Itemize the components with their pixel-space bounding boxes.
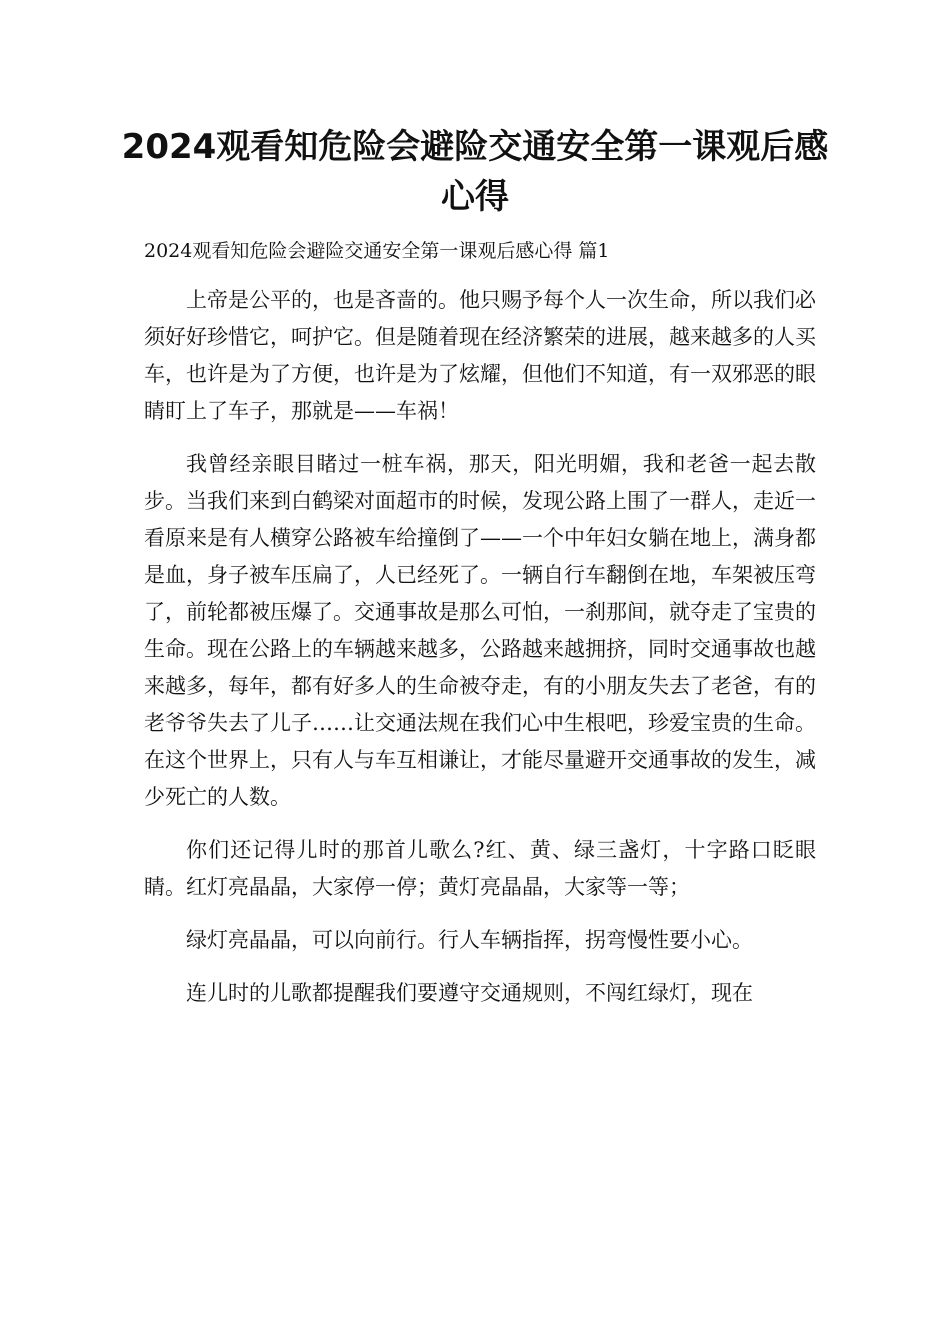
- paragraph-4: 绿灯亮晶晶，可以向前行。行人车辆指挥，拐弯慢性要小心。: [186, 928, 753, 952]
- document-title: 2024观看知危险会避险交通安全第一课观后感心得: [121, 127, 829, 217]
- document-body: [144, 282, 816, 1028]
- paragraph-1: 上帝是公平的，也是吝啬的。他只赐予每个人一次生命，所以我们必须好好珍惜它，呵护它。但是随着现在经济繁荣的进展，越来越多的人买车，也许是为了方便，也许是为了炫耀，但他们不知道，有一双邪恶的眼睛盯上了车子，那就是——车祸！: [144, 288, 816, 423]
- paragraph-3: 你们还记得儿时的那首儿歌么?红、黄、绿三盏灯，十字路口眨眼睛。红灯亮晶晶，大家停一停；黄灯亮晶晶，大家等一等；: [144, 838, 816, 899]
- paragraph-5: 连儿时的儿歌都提醒我们要遵守交通规则，不闯红绿灯，现在: [186, 981, 753, 1005]
- paragraph-2: 我曾经亲眼目睹过一桩车祸，那天，阳光明媚，我和老爸一起去散步。当我们来到白鹤梁对面超市的时候，发现公路上围了一群人，走近一看原来是有人横穿公路被车给撞倒了——一个中年妇女躺在地上，满身都是血，身子被车压扁了，人已经死了。一辆自行车翻倒在地，车架被压弯了，前轮都被压爆了。交通事故是那么可怕，一刹那间，就夺走了宝贵的生命。现在公路上的车辆越来越多，公路越来越拥挤，同时交通事故也越来越多，每年，都有好多人的生命被夺走，有的小朋友失去了老爸，有的老爷爷失去了儿子……让交通法规在我们心中生根吧，珍爱宝贵的生命。在这个世界上，只有人与车互相谦让，才能尽量避开交通事故的发生，减少死亡的人数。: [144, 452, 816, 809]
- section-heading: 2024观看知危险会避险交通安全第一课观后感心得 篇1: [144, 240, 610, 262]
